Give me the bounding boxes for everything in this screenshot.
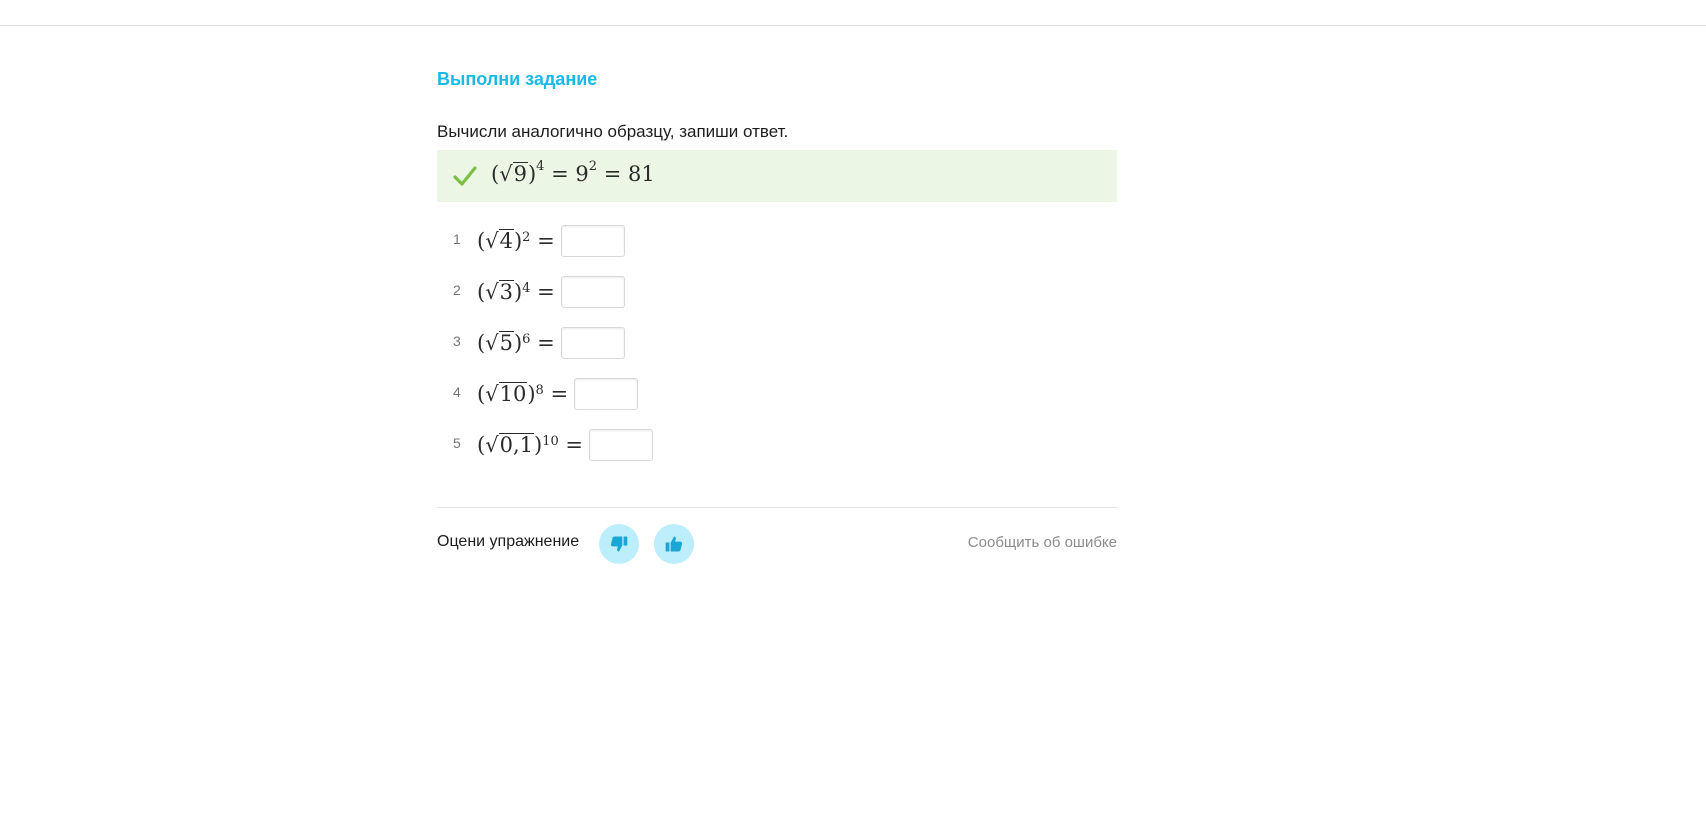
rate-label: Оцени упражнение — [437, 533, 580, 550]
exercise-radicand: 3 — [499, 280, 513, 304]
equals-sign: = — [551, 162, 576, 186]
thumbs-down-icon — [609, 534, 629, 554]
exercise-radicand: 4 — [499, 229, 513, 253]
exercise-row — [437, 376, 1117, 410]
example-result: 81 — [628, 162, 655, 186]
answer-input-2[interactable] — [561, 276, 625, 308]
exercise-number: 5 — [453, 435, 461, 451]
example-step-exponent: 2 — [588, 159, 598, 174]
example-close-paren: ) — [527, 162, 537, 186]
answer-input-1[interactable] — [561, 225, 625, 257]
sqrt-sign: √ — [499, 162, 513, 186]
equals-sign: = — [530, 331, 555, 355]
example-step-base: 9 — [575, 162, 589, 186]
report-error-link[interactable]: Сообщить об ошибке — [967, 534, 1117, 551]
thumbs-up-icon — [664, 534, 684, 554]
sqrt-sign: √ — [485, 331, 499, 355]
equals-sign: = — [558, 433, 584, 457]
equals-sign: = — [543, 382, 569, 406]
like-button[interactable] — [654, 524, 694, 564]
footer-divider — [437, 507, 1117, 508]
exercise-radical — [485, 331, 514, 355]
exercise-number: 2 — [453, 282, 461, 298]
sqrt-sign: √ — [485, 382, 499, 406]
answer-input-4[interactable] — [574, 378, 638, 410]
exercise-formula: ( √10 ) $^8$ = — [477, 378, 638, 410]
exercise-radical — [485, 280, 514, 304]
exercise-radical — [485, 382, 527, 406]
exercise-formula: ( √4 ) $^2$ = — [477, 225, 625, 257]
exercise-formula: ( √3 ) $^4$ = — [477, 276, 625, 308]
exercise-radicand: 0,1 — [499, 433, 533, 457]
sqrt-sign: √ — [485, 280, 499, 304]
exercise-radicand: 10 — [499, 382, 527, 406]
answer-input-5[interactable] — [589, 429, 653, 461]
example-radical — [499, 162, 528, 186]
sqrt-sign: √ — [485, 433, 499, 457]
example-box — [437, 150, 1117, 202]
dislike-button[interactable] — [599, 524, 639, 564]
task-instruction: Вычисли аналогично образцу, запиши ответ. — [437, 122, 789, 141]
exercise-formula: ( √0,1 ) $^{10}$ = — [477, 429, 653, 461]
exercise-row — [437, 274, 1117, 308]
top-bar — [0, 0, 1706, 26]
example-exponent: 4 — [536, 159, 545, 174]
exercise-row — [437, 223, 1117, 257]
exercise-radicand: 5 — [499, 331, 513, 355]
equals-sign: = — [603, 162, 629, 186]
exercise-radical — [485, 433, 534, 457]
exercise-number: 3 — [453, 333, 461, 349]
sqrt-sign: √ — [485, 229, 499, 253]
exercise-formula: ( √5 ) $^6$ = — [477, 327, 625, 359]
exercise-number: 1 — [453, 231, 461, 247]
equals-sign: = — [530, 229, 555, 253]
check-icon — [453, 164, 477, 188]
answer-input-3[interactable] — [561, 327, 625, 359]
exercise-number: 4 — [453, 384, 461, 400]
exercise-radical — [485, 229, 514, 253]
exercise-row — [437, 325, 1117, 359]
example-open-paren: ( — [491, 162, 500, 186]
example-formula — [491, 159, 655, 186]
task-title: Выполни задание — [437, 69, 598, 89]
exercise-row — [437, 427, 1117, 461]
equals-sign: = — [530, 280, 555, 304]
example-radicand: 9 — [513, 162, 527, 186]
